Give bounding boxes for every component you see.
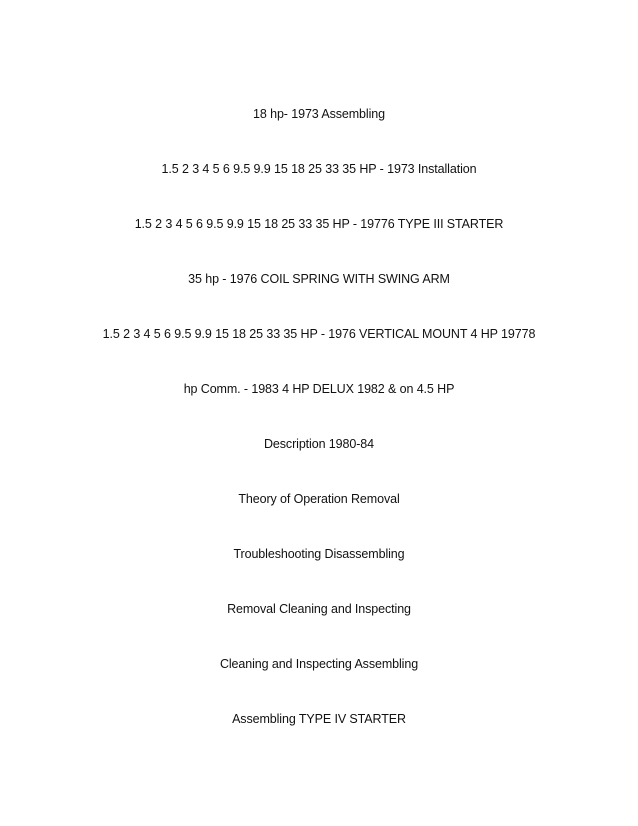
- text-line: Assembling TYPE IV STARTER: [232, 712, 406, 726]
- text-line: 18 hp- 1973 Assembling: [253, 107, 385, 121]
- text-line: hp Comm. - 1983 4 HP DELUX 1982 & on 4.5 HP: [183, 382, 455, 396]
- text-line: 35 hp - 1976 COIL SPRING WITH SWING ARM: [188, 272, 450, 286]
- text-line: 1.5 2 3 4 5 6 9.5 9.9 15 18 25 33 35 HP - 19776 TYPE III STARTER: [134, 217, 504, 231]
- text-line: Removal Cleaning and Inspecting: [227, 602, 411, 616]
- text-line: 1.5 2 3 4 5 6 9.5 9.9 15 18 25 33 35 HP - 1976 VERTICAL MOUNT 4 HP 19778: [102, 327, 536, 341]
- text-line: Theory of Operation Removal: [238, 492, 400, 506]
- text-line: Troubleshooting Disassembling: [233, 547, 405, 561]
- text-line: Cleaning and Inspecting Assembling: [219, 657, 419, 671]
- text-line: 1.5 2 3 4 5 6 9.5 9.9 15 18 25 33 35 HP - 1973 Installation: [161, 162, 477, 176]
- text-line: Description 1980-84: [264, 437, 374, 451]
